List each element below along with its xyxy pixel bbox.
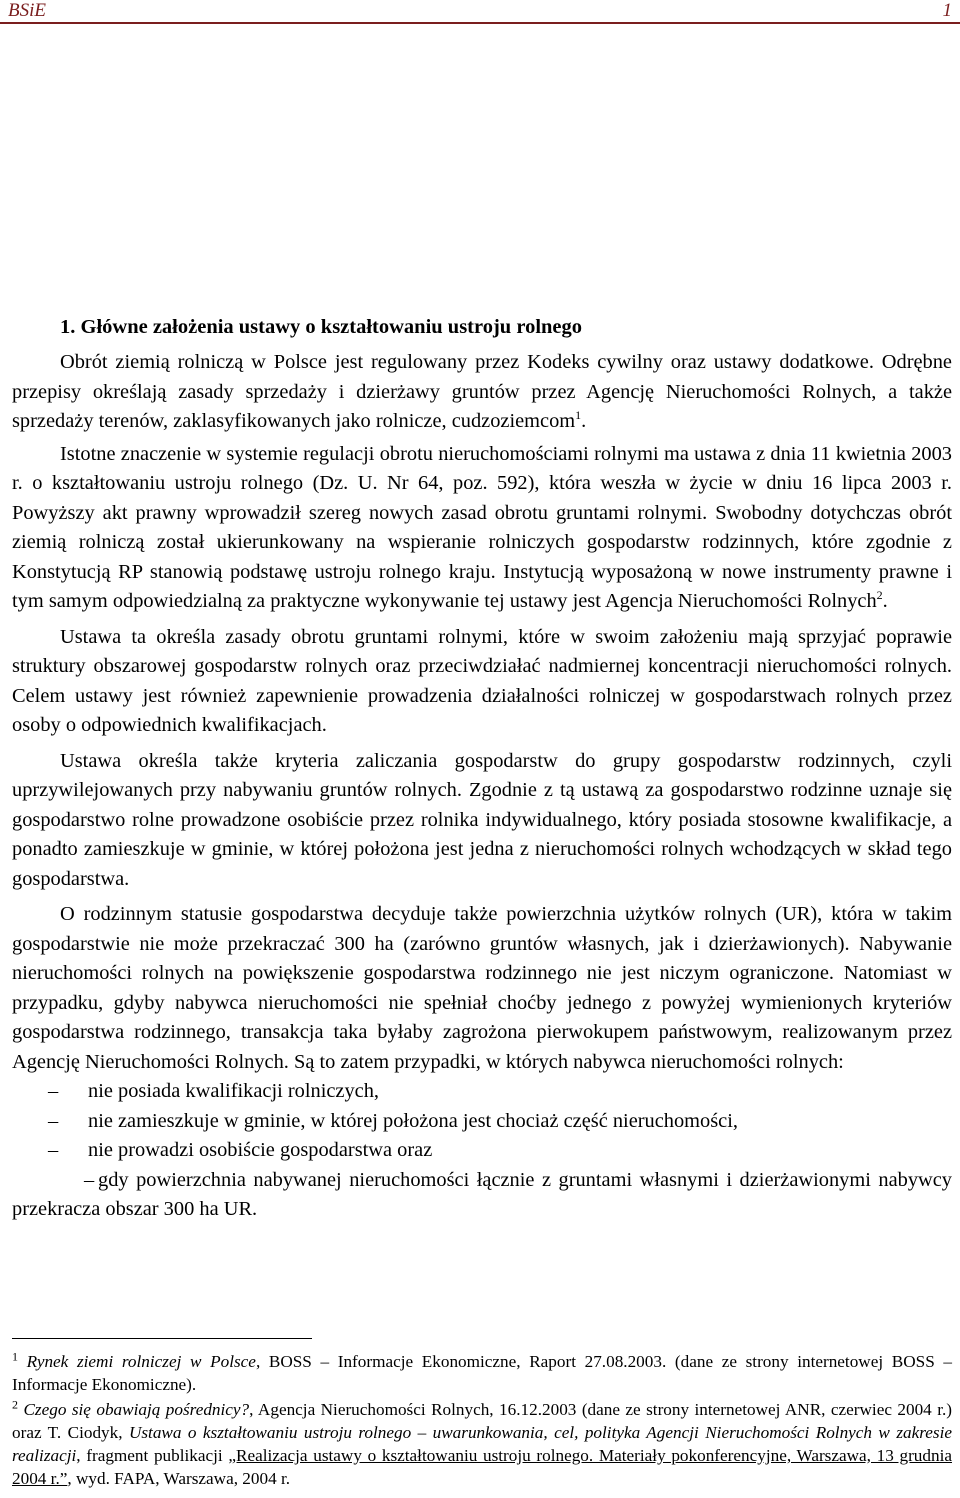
footnote-number: 2 — [12, 1397, 18, 1412]
paragraph-status: O rodzinnym statusie gospodarstwa decyduje także powierzchnia użytków rolnych (UR), która w takim gospodarstwie nie może przekraczać 300 ha (zarówno gruntów własnych, jak i dzierżawionych). Nabywanie nieruchomości rolnych na powiększenie gospodarstwa rodzinnego nie jest niczym ograniczone. Natomiast w przypadku, gdyby nabywca nieruchomości nie spełniał choćby jednego z powyżej wymienionych kryteriów gospodarstwa rodzinnego, transakcja taka byłaby zagrożona pierwokupem państwowym, realizowanym przez Agencję Nieruchomości Rolnych. Są to zatem przypadki, w których nabywca nieruchomości rolnych: — [12, 903, 952, 1073]
footnote-text-2: , fragment publikacji — [76, 1446, 229, 1465]
list-item — [12, 1107, 952, 1137]
footnote-text: , Agencja Nieruchomości Rolnych, 16.12.2003 (dane ze strony internetowej ANR, czerwiec 2004 r.) oraz T. Ciodyk, — [12, 1400, 953, 1442]
list-item — [12, 1077, 952, 1107]
footnote-separator — [12, 1338, 312, 1339]
paragraph-rules: Ustawa ta określa zasady obrotu gruntami rolnymi, które w swoim założeniu mają sprzyjać poprawie struktury obszarowej gospodarstw rolnych oraz przeciwdziałać nadmiernej koncentracji nieruchomości rolnych. Celem ustawy jest również zapewnienie prowadzenia działalności rolniczej w gospodarstwach rolnych przez osoby o odpowiednich kwalifikacjach. — [12, 625, 952, 736]
footnote-ref-1: 1 — [575, 408, 582, 423]
paragraph-text-law-cont: Swobodny dotychczas obrót ziemią rolniczą został ukierunkowany na wspieranie rolniczych gospodarstw rodzinnych, które zgodnie z Konstytucją RP stanowią podstawę ustroju rolnego kraju. Instytucją wyposażoną w nowe instrumenty prawne i tym samym odpowiedzialną za praktyczne wykonywanie tej ustawy jest Agencja Nieruchomości Rolnych — [12, 501, 953, 612]
header-rule — [0, 22, 960, 24]
dash-bullet: – — [48, 1080, 59, 1102]
list-item-text: nie posiada kwalifikacji rolniczych, — [88, 1080, 380, 1102]
footnote-number: 1 — [12, 1349, 18, 1364]
paragraph-end: . — [882, 590, 888, 612]
footnote-publication: „Realizacja ustawy o kształtowaniu ustroju rolnego. Materiały pokonferencyjne, Warszawa, 13 grudnia 2004 r.” — [12, 1446, 952, 1488]
conditions-list — [12, 1077, 952, 1225]
paragraph-text: Obrót ziemią rolniczą w Polsce jest regulowany przez Kodeks cywilny oraz ustawy dodatkowe. Odrębne przepisy określają zasady sprzedaży i dzierżawy gruntów przez Agencję Nieruchomości Rolnych, a także sprzedaży terenów, zaklasyfikowanych jako rolnicze, cudzoziemcom — [12, 351, 952, 432]
footnote-ref-2: 2 — [876, 588, 883, 603]
footnote-title: Rynek ziemi rolniczej w Polsce — [26, 1352, 256, 1371]
footnote-text-3: , wyd. FAPA, Warszawa, 2004 r. — [67, 1469, 291, 1488]
list-item-text: gdy powierzchnia nabywanej nieruchomości łącznie z gruntami własnymi i dzierżawionymi nabywcy przekracza obszar 300 ha UR. — [12, 1168, 952, 1220]
list-item — [12, 1166, 952, 1225]
page-number: 1 — [942, 0, 952, 21]
document-body — [12, 312, 952, 1225]
footnote-1 — [12, 1350, 952, 1396]
footnote-2 — [12, 1398, 952, 1490]
footnotes — [12, 1350, 952, 1492]
paragraph-end: . — [581, 410, 587, 432]
paragraph-criteria: Ustawa określa także kryteria zaliczania gospodarstw do grupy gospodarstw rodzinnych, czyli uprzywilejowanych przy nabywaniu gruntów rolnych. Zgodnie z tą ustawą za gospodarstwo rodzinne uznaje się gospodarstwo rolne prowadzone osobiście przez rolnika indywidualnego, który posiada stosowne kwalifikacje, a ponadto zamieszkuje w gminie, w której położona jest jedna z nieruchomości rolnych wchodzących w skład tego gospodarstwa. — [12, 749, 952, 890]
footnote-title-2: Ustawa o kształtowaniu ustroju rolnego – uwarunkowania, cel, polityka Agencji Nieruchomości Rolnych w zakresie realizacji — [12, 1423, 952, 1465]
dash-bullet: – — [84, 1168, 95, 1191]
paragraph-law — [12, 440, 952, 617]
section-title: 1. Główne założenia ustawy o kształtowaniu ustroju rolnego — [60, 316, 583, 338]
dash-bullet: – — [48, 1139, 59, 1161]
list-item-text: nie zamieszkuje w gminie, w której położona jest chociaż część nieruchomości, — [88, 1109, 738, 1132]
page-header — [0, 0, 960, 24]
paragraph-text-law: Istotne znaczenie w systemie regulacji obrotu nieruchomościami rolnymi ma ustawa z dnia 11 kwietnia 2003 r. o kształtowaniu ustroju rolnego (Dz. U. Nr 64, poz. 592), która weszła w życie w dniu 16 lipca 2003 r. Powyższy akt prawny wprowadził szereg nowych zasad obrotu gruntami rolnymi. — [12, 442, 952, 524]
header-title: BSiE — [8, 0, 46, 21]
list-item-text: nie prowadzi osobiście gospodarstwa oraz — [88, 1139, 433, 1161]
list-item — [12, 1136, 952, 1166]
paragraph-intro — [12, 348, 952, 437]
footnote-title: Czego się obawiają pośrednicy? — [23, 1400, 250, 1419]
dash-bullet: – — [48, 1109, 59, 1132]
footnote-text: , BOSS – Informacje Ekonomiczne, Raport 27.08.2003. (dane ze strony internetowej BOSS – Informacje Ekonomiczne). — [12, 1352, 952, 1394]
